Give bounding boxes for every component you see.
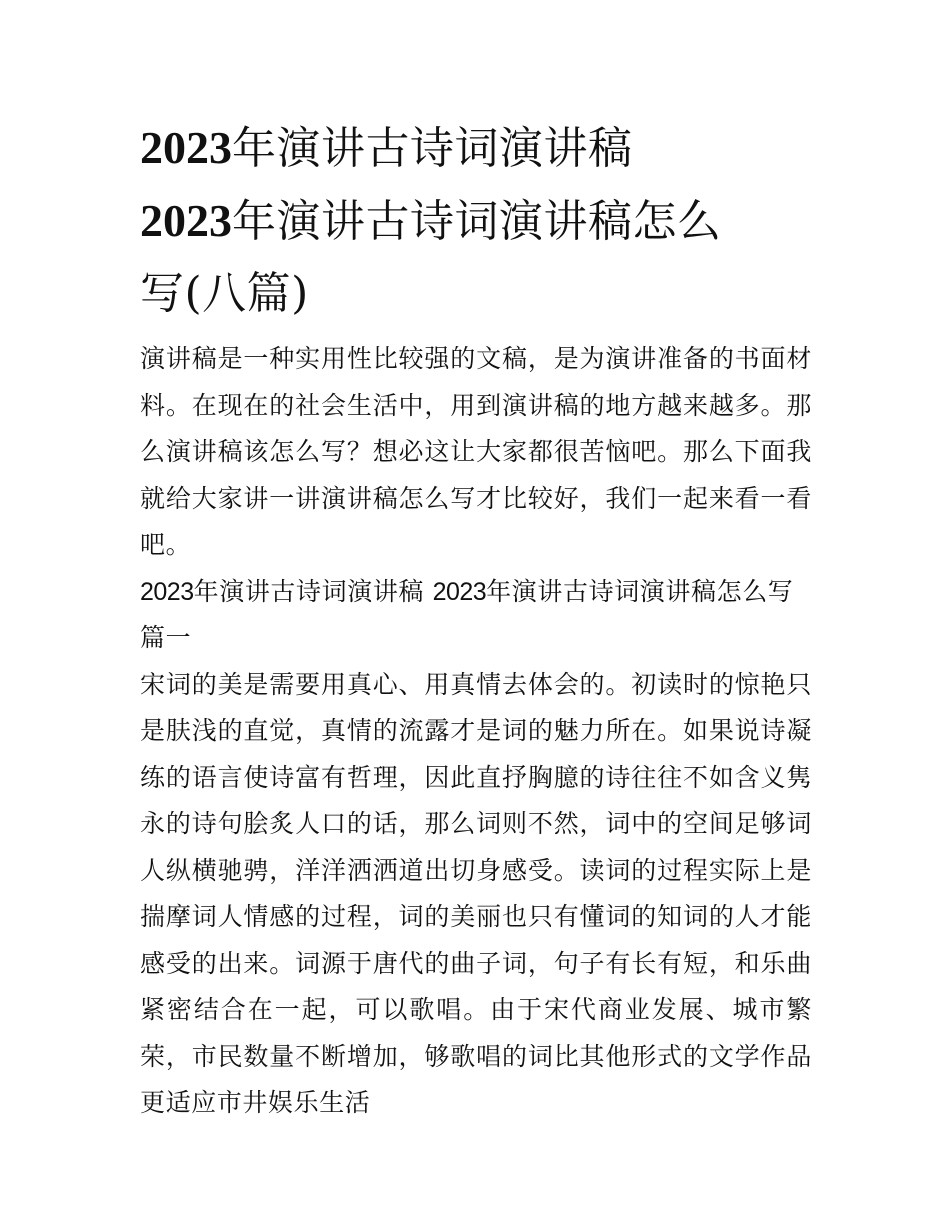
title-text-3: 写(八篇) — [140, 268, 309, 319]
intro-paragraph: 演讲稿是一种实用性比较强的文稿，是为演讲准备的书面材料。在现在的社会生活中，用到演讲稿的地方越来越多。那么演讲稿该怎么写？想必这让大家都很苦恼吧。那么下面我就给大家讲一讲演讲稿怎么写才比较好，我们一起来看一看吧。 — [140, 344, 812, 559]
title-line-1 — [140, 112, 812, 185]
section-heading-text-2: 年演讲古诗词演讲稿怎么写篇一 — [140, 576, 794, 652]
title-year-2: 2023 — [140, 195, 232, 246]
title-line-2 — [140, 185, 812, 258]
document-body — [140, 336, 812, 1127]
document-title — [140, 112, 812, 330]
title-year-1: 2023 — [140, 122, 232, 173]
body-paragraph: 宋词的美是需要用真心、用真情去体会的。初读时的惊艳只是肤浅的直觉，真情的流露才是词的魅力所在。如果说诗凝练的语言使诗富有哲理，因此直抒胸臆的诗往往不如含义隽永的诗句脍炙人口的话，那么词则不然，词中的空间足够词人纵横驰骋，洋洋洒洒道出切身感受。读词的过程实际上是揣摩词人情感的过程，词的美丽也只有懂词的知词的人才能感受的出来。词源于唐代的曲子词，句子有长有短，和乐曲紧密结合在一起，可以歌唱。由于宋代商业发展、城市繁荣，市民数量不断增加，够歌唱的词比其他形式的文学作品更适应市井娱乐生活 — [140, 669, 812, 1117]
section-heading-text-1: 年演讲古诗词演讲稿 — [193, 576, 425, 606]
title-line-3 — [140, 258, 812, 330]
title-text-2: 年演讲古诗词演讲稿怎么 — [232, 196, 722, 247]
section-heading — [140, 569, 812, 662]
section-heading-year-1: 2023 — [140, 577, 194, 606]
section-heading-year-2: 2023 — [432, 577, 487, 606]
document-content — [140, 112, 812, 1127]
title-text-1: 年演讲古诗词演讲稿 — [232, 123, 633, 174]
